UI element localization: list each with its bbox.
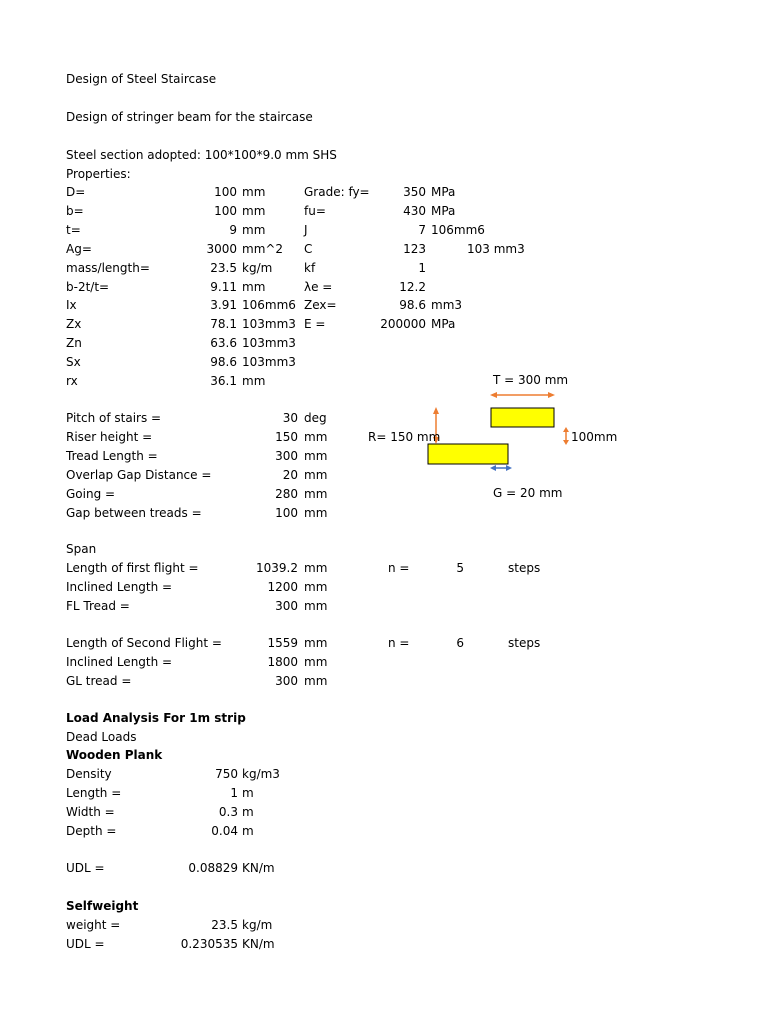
wooden-row-label: Depth = xyxy=(66,823,117,838)
selfweight-row-unit: KN/m xyxy=(242,936,275,951)
flight1-row-unit: mm xyxy=(304,598,328,613)
property-right-row-value: 12.2 xyxy=(399,279,426,294)
property-right-row-value: 200000 xyxy=(380,317,426,332)
wooden-udl-unit: KN/m xyxy=(242,861,275,875)
riser-height-label: R= 150 mm xyxy=(368,430,441,444)
page-title: Design of Steel Staircase xyxy=(66,72,217,86)
property-right-row-label: Grade: fy= xyxy=(304,185,370,199)
property-right-row-label: λe = xyxy=(304,279,333,294)
stairs-row-value: 30 xyxy=(282,411,298,425)
stairs-row-label: Riser height = xyxy=(66,429,153,444)
property-row-unit: mm xyxy=(242,222,266,237)
selfweight-heading: Selfweight xyxy=(66,899,139,913)
property-right-row-value: 350 xyxy=(403,185,426,199)
page-subtitle: Design of stringer beam for the staircase xyxy=(66,110,313,124)
property-row-label: D= xyxy=(66,185,86,199)
flight1-n-unit: steps xyxy=(508,561,541,575)
flight1-row-label: Length of first flight = xyxy=(66,561,199,575)
property-right-row-unit: 106mm6 xyxy=(431,222,485,237)
flight1-row-unit: mm xyxy=(304,561,328,575)
selfweight-row-value: 23.5 xyxy=(211,918,238,932)
dead-loads-heading: Dead Loads xyxy=(66,730,137,744)
property-row-value: 36.1 xyxy=(210,374,237,388)
selfweight-row-unit: kg/m xyxy=(242,918,273,932)
flight1-row-value: 1039.2 xyxy=(256,561,298,575)
properties-heading: Properties: xyxy=(66,167,131,181)
property-right-row-label: Zex= xyxy=(304,298,337,313)
flight2-row-value: 300 xyxy=(275,673,298,688)
property-row-label: b= xyxy=(66,203,84,218)
flight1-row-label: Inclined Length = xyxy=(66,579,173,594)
property-row-value: 78.1 xyxy=(210,317,237,332)
upper-tread-rect xyxy=(491,408,554,427)
wooden-row-value: 1 xyxy=(230,785,238,800)
property-right-row-value: 98.6 xyxy=(399,298,426,313)
property-row-label: Sx xyxy=(66,355,81,370)
stairs-row-value: 100 xyxy=(275,505,298,520)
wooden-row-value: 0.04 xyxy=(211,823,238,838)
overlap-gap-arrow xyxy=(490,465,512,471)
property-right-row-label: C xyxy=(304,241,313,256)
stairs-row-value: 150 xyxy=(275,429,298,444)
property-row-unit: mm xyxy=(242,279,266,294)
wooden-row-value: 0.3 xyxy=(218,804,238,819)
flight1-n-label: n = xyxy=(388,561,410,575)
property-row-value: 3.91 xyxy=(210,298,237,313)
property-row-unit: 103mm3 xyxy=(242,336,296,351)
span-heading: Span xyxy=(66,542,97,556)
property-row-unit: mm xyxy=(242,185,266,199)
property-row-value: 3000 xyxy=(206,241,237,256)
flight2-row-label: Inclined Length = xyxy=(66,654,173,669)
selfweight-row-label: weight = xyxy=(66,918,121,932)
flight1-n-value: 5 xyxy=(456,561,464,575)
stairs-row-label: Overlap Gap Distance = xyxy=(66,467,212,482)
property-row-value: 9.11 xyxy=(210,279,237,294)
wooden-row-unit: m xyxy=(242,823,254,838)
tread-length-label: T = 300 mm xyxy=(493,373,569,387)
stairs-row-unit: mm xyxy=(304,505,328,520)
property-row-unit: mm xyxy=(242,203,266,218)
stairs-row-label: Pitch of stairs = xyxy=(66,411,162,425)
property-row-label: t= xyxy=(66,222,81,237)
lower-tread-rect xyxy=(428,444,508,464)
flight2-row-unit: mm xyxy=(304,673,328,688)
selfweight-row-label: UDL = xyxy=(66,936,105,951)
stairs-row-unit: mm xyxy=(304,448,328,463)
property-row-label: Zn xyxy=(66,336,82,351)
wooden-row-unit: m xyxy=(242,785,254,800)
overlap-gap-label: G = 20 mm xyxy=(493,486,563,500)
gap-height-arrow xyxy=(563,427,569,445)
flight2-row-unit: mm xyxy=(304,654,328,669)
flight2-row-label: GL tread = xyxy=(66,673,132,688)
flight1-row-label: FL Tread = xyxy=(66,598,130,613)
property-row-unit: mm^2 xyxy=(242,241,284,256)
stairs-row-label: Tread Length = xyxy=(66,448,158,463)
stairs-row-unit: deg xyxy=(304,411,327,425)
flight2-row-unit: mm xyxy=(304,636,328,650)
stairs-row-value: 300 xyxy=(275,448,298,463)
property-right-row-label: E = xyxy=(304,317,326,332)
property-row-label: Ix xyxy=(66,298,77,313)
stairs-row-value: 20 xyxy=(282,467,298,482)
property-row-value: 63.6 xyxy=(210,336,237,351)
gap-height-label: 100mm xyxy=(571,430,618,444)
stairs-row-label: Gap between treads = xyxy=(66,505,202,520)
property-row-label: mass/length= xyxy=(66,260,150,275)
property-row-value: 9 xyxy=(229,222,237,237)
property-row-unit: 106mm6 xyxy=(242,298,296,313)
property-right-row-value: 430 xyxy=(403,203,426,218)
tread-length-arrow xyxy=(490,392,555,398)
property-row-value: 100 xyxy=(214,203,237,218)
property-right-row-unit: mm3 xyxy=(431,298,463,313)
flight2-row-value: 1559 xyxy=(267,636,298,650)
wooden-udl-label: UDL = xyxy=(66,861,105,875)
flight2-row-label: Length of Second Flight = xyxy=(66,636,222,650)
property-row-unit: kg/m xyxy=(242,260,273,275)
property-row-value: 100 xyxy=(214,185,237,199)
wooden-row-unit: m xyxy=(242,804,254,819)
selfweight-row-value: 0.230535 xyxy=(180,936,238,951)
section-adopted: Steel section adopted: 100*100*9.0 mm SHS xyxy=(66,148,337,162)
wooden-row-unit: kg/m3 xyxy=(242,767,280,781)
property-row-unit: 103mm3 xyxy=(242,317,296,332)
stairs-row-label: Going = xyxy=(66,486,116,501)
property-right-row-value: 123 xyxy=(403,241,426,256)
wooden-udl-value: 0.08829 xyxy=(188,861,238,875)
stairs-row-unit: mm xyxy=(304,486,328,501)
wooden-row-label: Length = xyxy=(66,785,122,800)
property-row-label: Ag= xyxy=(66,241,92,256)
property-row-label: Zx xyxy=(66,317,82,332)
flight2-n-label: n = xyxy=(388,636,410,650)
property-right-row-label: kf xyxy=(304,260,316,275)
property-right-row-unit: MPa xyxy=(431,317,456,332)
property-row-unit: mm xyxy=(242,374,266,388)
stairs-row-value: 280 xyxy=(275,486,298,501)
property-row-label: b-2t/t= xyxy=(66,279,110,294)
property-right-row-label: fu= xyxy=(304,203,326,218)
property-right-extra: 103 mm3 xyxy=(467,241,525,256)
flight1-row-value: 1200 xyxy=(267,579,298,594)
wooden-row-label: Density xyxy=(66,767,112,781)
property-right-row-unit: MPa xyxy=(431,185,456,199)
property-row-label: rx xyxy=(66,374,78,388)
stairs-row-unit: mm xyxy=(304,467,328,482)
wooden-plank-heading: Wooden Plank xyxy=(66,748,163,762)
flight2-row-value: 1800 xyxy=(267,654,298,669)
property-right-row-value: 7 xyxy=(418,222,426,237)
property-row-value: 98.6 xyxy=(210,355,237,370)
property-right-row-unit: MPa xyxy=(431,203,456,218)
wooden-row-label: Width = xyxy=(66,804,115,819)
stairs-row-unit: mm xyxy=(304,429,328,444)
property-row-value: 23.5 xyxy=(210,260,237,275)
wooden-row-value: 750 xyxy=(215,767,238,781)
property-right-row-label: J xyxy=(304,222,308,237)
flight2-n-value: 6 xyxy=(456,636,464,650)
flight1-row-value: 300 xyxy=(275,598,298,613)
load-analysis-heading: Load Analysis For 1m strip xyxy=(66,711,246,725)
flight1-row-unit: mm xyxy=(304,579,328,594)
property-right-row-value: 1 xyxy=(418,260,426,275)
property-row-unit: 103mm3 xyxy=(242,355,296,370)
flight2-n-unit: steps xyxy=(508,636,541,650)
